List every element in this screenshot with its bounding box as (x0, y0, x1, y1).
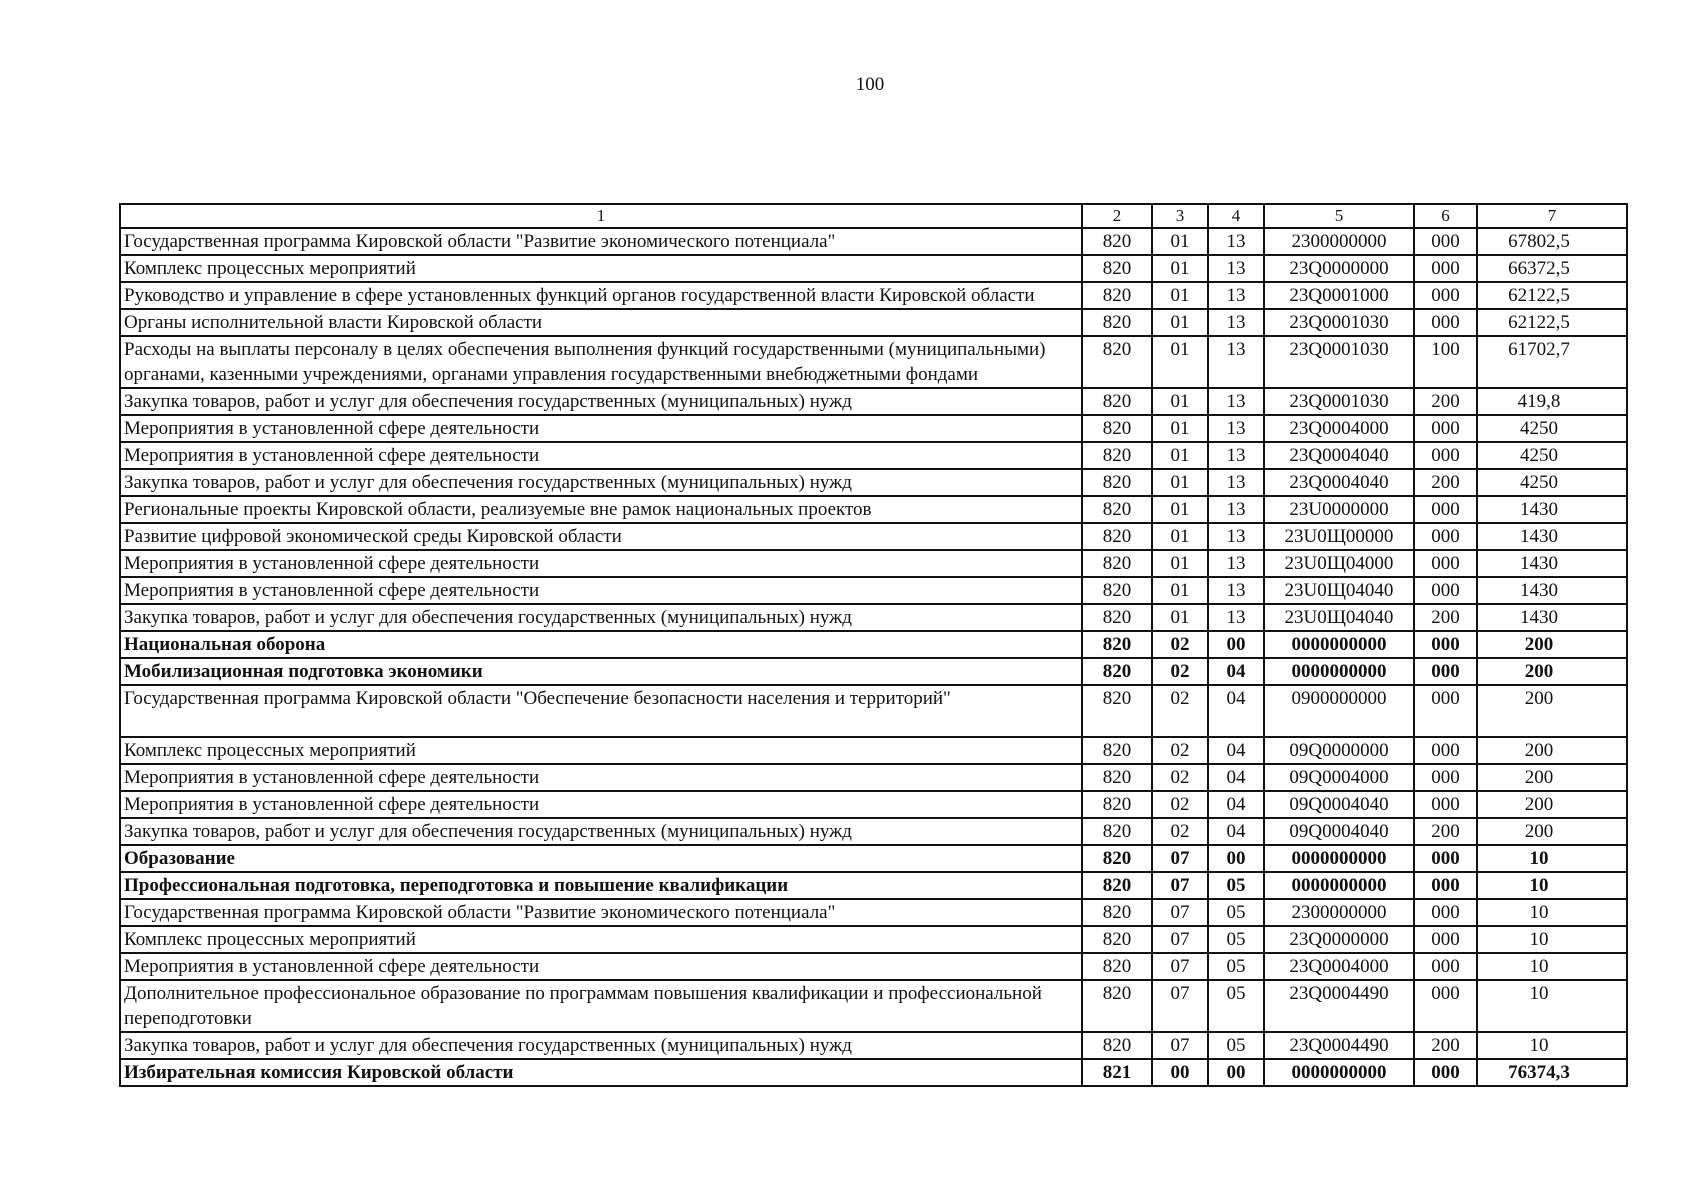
grbs-code-cell: 820 (1082, 415, 1152, 442)
section-code-cell: 01 (1152, 604, 1208, 631)
column-header: 6 (1414, 204, 1477, 228)
grbs-code-cell: 820 (1082, 926, 1152, 953)
column-header: 5 (1264, 204, 1414, 228)
column-header: 2 (1082, 204, 1152, 228)
subsection-code-cell: 13 (1208, 550, 1264, 577)
grbs-code-cell: 820 (1082, 496, 1152, 523)
row-name-cell: Дополнительное профессиональное образование по программам повышения квалификации и профессиональной переподготовки (120, 980, 1082, 1032)
table-row (120, 469, 1627, 496)
row-name-cell: Государственная программа Кировской области "Развитие экономического потенциала" (120, 228, 1082, 255)
subsection-code-cell: 13 (1208, 282, 1264, 309)
grbs-code-cell: 820 (1082, 255, 1152, 282)
row-name-cell: Развитие цифровой экономической среды Кировской области (120, 523, 1082, 550)
expense-type-cell: 200 (1414, 604, 1477, 631)
grbs-code-cell: 820 (1082, 577, 1152, 604)
subsection-code-cell: 13 (1208, 388, 1264, 415)
table-row (120, 899, 1627, 926)
section-code-cell: 02 (1152, 658, 1208, 685)
row-name-cell: Государственная программа Кировской области "Обеспечение безопасности населения и территорий" (120, 685, 1082, 737)
table-row (120, 442, 1627, 469)
amount-cell: 200 (1477, 737, 1627, 764)
target-article-cell: 23Q0004040 (1264, 469, 1414, 496)
amount-cell: 66372,5 (1477, 255, 1627, 282)
expense-type-cell: 000 (1414, 764, 1477, 791)
table-row (120, 926, 1627, 953)
table-row (120, 791, 1627, 818)
subsection-code-cell: 05 (1208, 953, 1264, 980)
target-article-cell: 23Q0004040 (1264, 442, 1414, 469)
row-name-cell: Региональные проекты Кировской области, реализуемые вне рамок национальных проектов (120, 496, 1082, 523)
table-row (120, 550, 1627, 577)
expense-type-cell: 000 (1414, 899, 1477, 926)
amount-cell: 419,8 (1477, 388, 1627, 415)
table-row (120, 737, 1627, 764)
subsection-code-cell: 13 (1208, 442, 1264, 469)
amount-cell: 67802,5 (1477, 228, 1627, 255)
row-name-cell: Закупка товаров, работ и услуг для обеспечения государственных (муниципальных) нужд (120, 604, 1082, 631)
grbs-code-cell: 820 (1082, 980, 1152, 1032)
subsection-code-cell: 13 (1208, 228, 1264, 255)
expense-type-cell: 200 (1414, 1032, 1477, 1059)
row-name-cell: Мероприятия в установленной сфере деятельности (120, 791, 1082, 818)
section-code-cell: 02 (1152, 764, 1208, 791)
target-article-cell: 23Q0001000 (1264, 282, 1414, 309)
table-row (120, 577, 1627, 604)
subsection-code-cell: 13 (1208, 415, 1264, 442)
expense-type-cell: 000 (1414, 415, 1477, 442)
expense-type-cell: 000 (1414, 926, 1477, 953)
expense-type-cell: 000 (1414, 631, 1477, 658)
grbs-code-cell: 820 (1082, 523, 1152, 550)
table-row (120, 523, 1627, 550)
row-name-cell: Мероприятия в установленной сфере деятельности (120, 442, 1082, 469)
amount-cell: 10 (1477, 872, 1627, 899)
row-name-cell: Комплекс процессных мероприятий (120, 926, 1082, 953)
subsection-code-cell: 13 (1208, 523, 1264, 550)
target-article-cell: 0000000000 (1264, 1059, 1414, 1086)
target-article-cell: 23Q0001030 (1264, 309, 1414, 336)
expense-type-cell: 000 (1414, 737, 1477, 764)
table-row (120, 631, 1627, 658)
amount-cell: 200 (1477, 764, 1627, 791)
target-article-cell: 2300000000 (1264, 228, 1414, 255)
column-number-row (120, 204, 1627, 228)
subsection-code-cell: 00 (1208, 1059, 1264, 1086)
expense-type-cell: 000 (1414, 791, 1477, 818)
grbs-code-cell: 820 (1082, 899, 1152, 926)
row-name-cell: Комплекс процессных мероприятий (120, 737, 1082, 764)
amount-cell: 10 (1477, 845, 1627, 872)
grbs-code-cell: 820 (1082, 1032, 1152, 1059)
grbs-code-cell: 820 (1082, 791, 1152, 818)
grbs-code-cell: 820 (1082, 282, 1152, 309)
column-header: 1 (120, 204, 1082, 228)
amount-cell: 200 (1477, 631, 1627, 658)
subsection-code-cell: 13 (1208, 577, 1264, 604)
amount-cell: 1430 (1477, 604, 1627, 631)
target-article-cell: 23Q0004000 (1264, 415, 1414, 442)
section-code-cell: 07 (1152, 845, 1208, 872)
grbs-code-cell: 820 (1082, 953, 1152, 980)
row-name-cell: Мероприятия в установленной сфере деятельности (120, 577, 1082, 604)
expense-type-cell: 000 (1414, 309, 1477, 336)
amount-cell: 10 (1477, 926, 1627, 953)
subsection-code-cell: 04 (1208, 791, 1264, 818)
grbs-code-cell: 820 (1082, 336, 1152, 388)
subsection-code-cell: 13 (1208, 496, 1264, 523)
target-article-cell: 23U0Щ04040 (1264, 604, 1414, 631)
expense-type-cell: 000 (1414, 282, 1477, 309)
row-name-cell: Закупка товаров, работ и услуг для обеспечения государственных (муниципальных) нужд (120, 469, 1082, 496)
grbs-code-cell: 821 (1082, 1059, 1152, 1086)
row-name-cell: Мероприятия в установленной сфере деятельности (120, 415, 1082, 442)
section-code-cell: 07 (1152, 926, 1208, 953)
grbs-code-cell: 820 (1082, 388, 1152, 415)
subsection-code-cell: 00 (1208, 845, 1264, 872)
row-name-cell: Закупка товаров, работ и услуг для обеспечения государственных (муниципальных) нужд (120, 388, 1082, 415)
target-article-cell: 23Q0000000 (1264, 255, 1414, 282)
section-code-cell: 07 (1152, 872, 1208, 899)
budget-table (119, 203, 1628, 1087)
amount-cell: 200 (1477, 791, 1627, 818)
amount-cell: 61702,7 (1477, 336, 1627, 388)
table-row (120, 336, 1627, 388)
target-article-cell: 23Q0004000 (1264, 953, 1414, 980)
amount-cell: 62122,5 (1477, 309, 1627, 336)
expense-type-cell: 000 (1414, 953, 1477, 980)
expense-type-cell: 000 (1414, 685, 1477, 737)
expense-type-cell: 000 (1414, 658, 1477, 685)
table-row (120, 309, 1627, 336)
subsection-code-cell: 00 (1208, 631, 1264, 658)
expense-type-cell: 000 (1414, 1059, 1477, 1086)
table-row (120, 282, 1627, 309)
section-code-cell: 01 (1152, 309, 1208, 336)
column-header: 7 (1477, 204, 1627, 228)
expense-type-cell: 000 (1414, 523, 1477, 550)
subsection-code-cell: 04 (1208, 685, 1264, 737)
row-name-cell: Национальная оборона (120, 631, 1082, 658)
grbs-code-cell: 820 (1082, 872, 1152, 899)
table-row (120, 818, 1627, 845)
amount-cell: 1430 (1477, 523, 1627, 550)
target-article-cell: 09Q0004040 (1264, 791, 1414, 818)
target-article-cell: 23U0Щ04040 (1264, 577, 1414, 604)
row-name-cell: Руководство и управление в сфере установленных функций органов государственной власти Кировской области (120, 282, 1082, 309)
expense-type-cell: 200 (1414, 818, 1477, 845)
target-article-cell: 23Q0001030 (1264, 336, 1414, 388)
section-code-cell: 01 (1152, 523, 1208, 550)
subsection-code-cell: 04 (1208, 737, 1264, 764)
table-row (120, 658, 1627, 685)
target-article-cell: 0900000000 (1264, 685, 1414, 737)
amount-cell: 4250 (1477, 442, 1627, 469)
grbs-code-cell: 820 (1082, 845, 1152, 872)
expense-type-cell: 100 (1414, 336, 1477, 388)
section-code-cell: 01 (1152, 228, 1208, 255)
section-code-cell: 01 (1152, 336, 1208, 388)
section-code-cell: 02 (1152, 685, 1208, 737)
expense-type-cell: 200 (1414, 469, 1477, 496)
section-code-cell: 07 (1152, 1032, 1208, 1059)
grbs-code-cell: 820 (1082, 442, 1152, 469)
subsection-code-cell: 13 (1208, 255, 1264, 282)
grbs-code-cell: 820 (1082, 309, 1152, 336)
table-row (120, 845, 1627, 872)
target-article-cell: 0000000000 (1264, 845, 1414, 872)
section-code-cell: 01 (1152, 255, 1208, 282)
subsection-code-cell: 13 (1208, 309, 1264, 336)
target-article-cell: 0000000000 (1264, 872, 1414, 899)
grbs-code-cell: 820 (1082, 631, 1152, 658)
amount-cell: 1430 (1477, 496, 1627, 523)
target-article-cell: 23U0000000 (1264, 496, 1414, 523)
row-name-cell: Комплекс процессных мероприятий (120, 255, 1082, 282)
subsection-code-cell: 13 (1208, 469, 1264, 496)
expense-type-cell: 000 (1414, 550, 1477, 577)
row-name-cell: Государственная программа Кировской области "Развитие экономического потенциала" (120, 899, 1082, 926)
table-row (120, 388, 1627, 415)
target-article-cell: 23Q0000000 (1264, 926, 1414, 953)
grbs-code-cell: 820 (1082, 604, 1152, 631)
grbs-code-cell: 820 (1082, 737, 1152, 764)
page-number: 100 (855, 74, 885, 95)
row-name-cell: Мероприятия в установленной сфере деятельности (120, 764, 1082, 791)
section-code-cell: 02 (1152, 791, 1208, 818)
target-article-cell: 23Q0004490 (1264, 1032, 1414, 1059)
expense-type-cell: 000 (1414, 496, 1477, 523)
section-code-cell: 01 (1152, 496, 1208, 523)
amount-cell: 4250 (1477, 415, 1627, 442)
row-name-cell: Расходы на выплаты персоналу в целях обеспечения выполнения функций государственными (муниципальными) органами, казенными учреждениями, органами управления государственными внебюджетными фондами (120, 336, 1082, 388)
section-code-cell: 01 (1152, 442, 1208, 469)
row-name-cell: Избирательная комиссия Кировской области (120, 1059, 1082, 1086)
section-code-cell: 07 (1152, 899, 1208, 926)
table-row (120, 953, 1627, 980)
amount-cell: 4250 (1477, 469, 1627, 496)
table-row (120, 1059, 1627, 1086)
subsection-code-cell: 13 (1208, 604, 1264, 631)
table-row (120, 604, 1627, 631)
amount-cell: 10 (1477, 1032, 1627, 1059)
target-article-cell: 2300000000 (1264, 899, 1414, 926)
amount-cell: 1430 (1477, 577, 1627, 604)
table-row (120, 415, 1627, 442)
subsection-code-cell: 04 (1208, 658, 1264, 685)
section-code-cell: 07 (1152, 980, 1208, 1032)
table-row (120, 685, 1627, 737)
section-code-cell: 02 (1152, 818, 1208, 845)
table-row (120, 1032, 1627, 1059)
target-article-cell: 09Q0004040 (1264, 818, 1414, 845)
expense-type-cell: 000 (1414, 577, 1477, 604)
column-header: 3 (1152, 204, 1208, 228)
amount-cell: 62122,5 (1477, 282, 1627, 309)
amount-cell: 1430 (1477, 550, 1627, 577)
subsection-code-cell: 04 (1208, 764, 1264, 791)
target-article-cell: 09Q0004000 (1264, 764, 1414, 791)
grbs-code-cell: 820 (1082, 764, 1152, 791)
table-row (120, 872, 1627, 899)
table-body (120, 228, 1627, 1086)
target-article-cell: 09Q0000000 (1264, 737, 1414, 764)
amount-cell: 10 (1477, 980, 1627, 1032)
section-code-cell: 01 (1152, 550, 1208, 577)
target-article-cell: 0000000000 (1264, 631, 1414, 658)
subsection-code-cell: 05 (1208, 1032, 1264, 1059)
expense-type-cell: 000 (1414, 872, 1477, 899)
grbs-code-cell: 820 (1082, 228, 1152, 255)
section-code-cell: 02 (1152, 737, 1208, 764)
amount-cell: 200 (1477, 658, 1627, 685)
subsection-code-cell: 04 (1208, 818, 1264, 845)
row-name-cell: Закупка товаров, работ и услуг для обеспечения государственных (муниципальных) нужд (120, 818, 1082, 845)
section-code-cell: 01 (1152, 577, 1208, 604)
grbs-code-cell: 820 (1082, 550, 1152, 577)
section-code-cell: 02 (1152, 631, 1208, 658)
grbs-code-cell: 820 (1082, 685, 1152, 737)
row-name-cell: Мероприятия в установленной сфере деятельности (120, 550, 1082, 577)
expense-type-cell: 000 (1414, 980, 1477, 1032)
column-header: 4 (1208, 204, 1264, 228)
table-row (120, 228, 1627, 255)
subsection-code-cell: 13 (1208, 336, 1264, 388)
row-name-cell: Органы исполнительной власти Кировской области (120, 309, 1082, 336)
grbs-code-cell: 820 (1082, 469, 1152, 496)
expense-type-cell: 000 (1414, 845, 1477, 872)
section-code-cell: 07 (1152, 953, 1208, 980)
row-name-cell: Образование (120, 845, 1082, 872)
table-row (120, 764, 1627, 791)
amount-cell: 200 (1477, 818, 1627, 845)
subsection-code-cell: 05 (1208, 899, 1264, 926)
section-code-cell: 01 (1152, 388, 1208, 415)
expense-type-cell: 000 (1414, 228, 1477, 255)
target-article-cell: 0000000000 (1264, 658, 1414, 685)
target-article-cell: 23Q0001030 (1264, 388, 1414, 415)
row-name-cell: Мобилизационная подготовка экономики (120, 658, 1082, 685)
expense-type-cell: 200 (1414, 388, 1477, 415)
amount-cell: 76374,3 (1477, 1059, 1627, 1086)
amount-cell: 10 (1477, 953, 1627, 980)
subsection-code-cell: 05 (1208, 980, 1264, 1032)
table-row (120, 255, 1627, 282)
expense-type-cell: 000 (1414, 255, 1477, 282)
section-code-cell: 01 (1152, 282, 1208, 309)
target-article-cell: 23U0Щ00000 (1264, 523, 1414, 550)
amount-cell: 10 (1477, 899, 1627, 926)
grbs-code-cell: 820 (1082, 818, 1152, 845)
subsection-code-cell: 05 (1208, 872, 1264, 899)
row-name-cell: Профессиональная подготовка, переподготовка и повышение квалификации (120, 872, 1082, 899)
section-code-cell: 01 (1152, 415, 1208, 442)
table-row (120, 496, 1627, 523)
target-article-cell: 23U0Щ04000 (1264, 550, 1414, 577)
amount-cell: 200 (1477, 685, 1627, 737)
grbs-code-cell: 820 (1082, 658, 1152, 685)
section-code-cell: 00 (1152, 1059, 1208, 1086)
target-article-cell: 23Q0004490 (1264, 980, 1414, 1032)
subsection-code-cell: 05 (1208, 926, 1264, 953)
section-code-cell: 01 (1152, 469, 1208, 496)
expense-type-cell: 000 (1414, 442, 1477, 469)
row-name-cell: Мероприятия в установленной сфере деятельности (120, 953, 1082, 980)
table-row (120, 980, 1627, 1032)
row-name-cell: Закупка товаров, работ и услуг для обеспечения государственных (муниципальных) нужд (120, 1032, 1082, 1059)
